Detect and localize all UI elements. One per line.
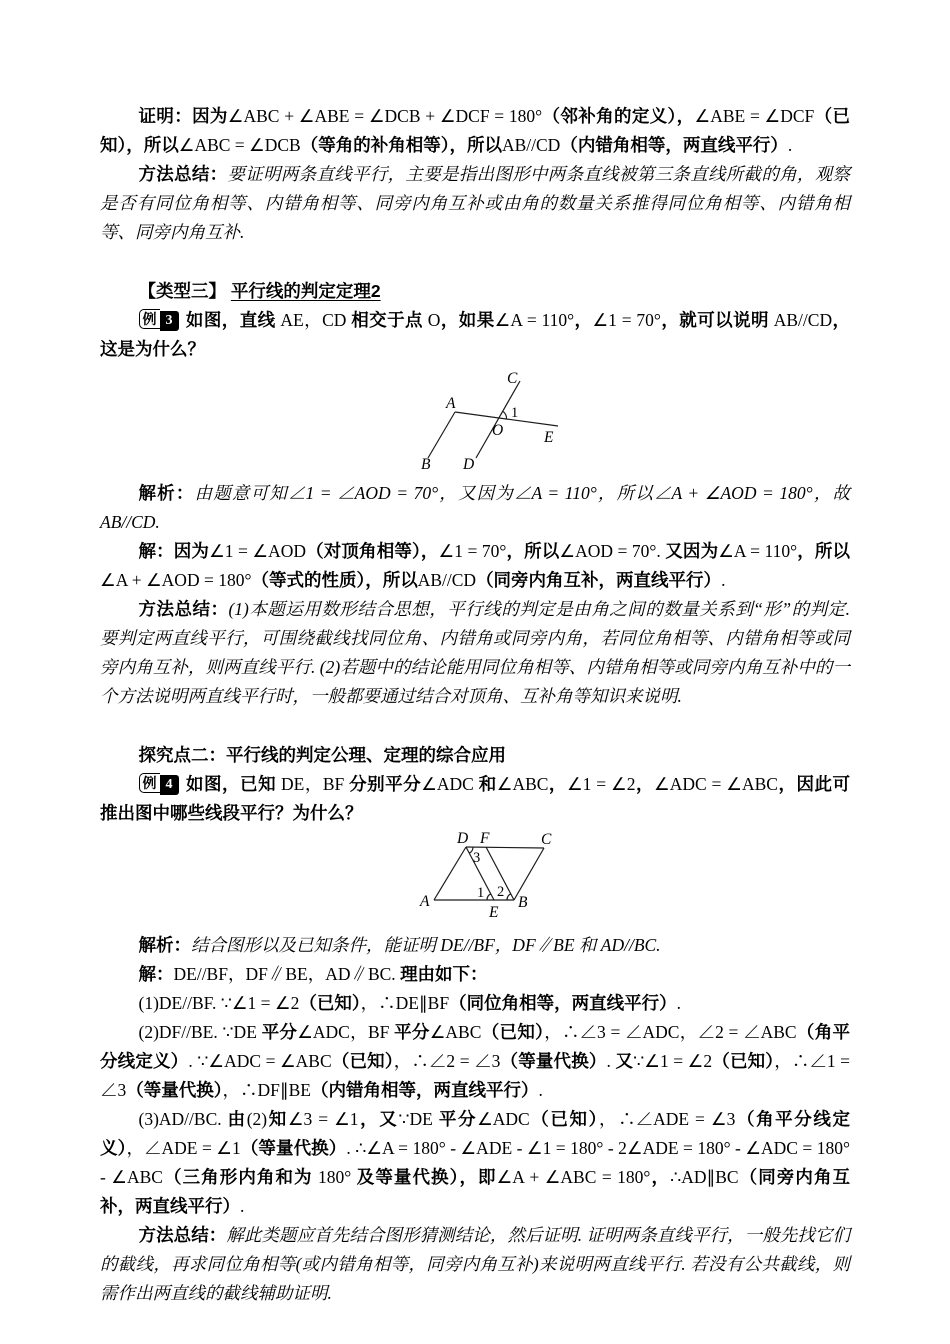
text-segment: ∠1 = ∠AOD — [209, 541, 306, 561]
text-segment: ∠ABC + ∠ABE = ∠DCB + ∠DCF = 180° — [227, 106, 543, 126]
angle-2-arc — [507, 894, 511, 900]
text-segment: （角平分线定义） — [100, 1109, 851, 1158]
text-segment: ， — [574, 310, 593, 330]
paragraph-solution-example-4-part2 — [100, 1018, 850, 1105]
text-segment: ∠A = 110° — [718, 541, 798, 561]
paragraph-example-4-statement — [100, 770, 850, 828]
segment-ad — [434, 847, 466, 900]
paragraph-solution-example-4-intro — [100, 960, 850, 989]
point-label-f: F — [480, 830, 490, 847]
text-segment: ∠1 = ∠2 — [566, 774, 636, 794]
text-segment: 及等量代换），即 — [356, 1167, 497, 1187]
text-segment: AE，CD — [275, 310, 352, 330]
text-segment: （等量代换） — [240, 1138, 347, 1158]
text-segment: ，又 — [358, 1109, 399, 1129]
text-segment: ∴AD∥BC — [670, 1167, 739, 1187]
paragraph-example-3-statement — [100, 306, 850, 364]
text-segment: ，∴∠2 = ∠3 — [393, 1051, 501, 1071]
point-label-b: B — [421, 456, 431, 473]
text-segment: 由题意可知∠1 = ∠AOD = 70°，又因为∠A = 110°，所以∠A + ∠AOD = 180°，故 AB//CD. — [100, 483, 851, 532]
figure-example-3 — [408, 368, 850, 475]
angle-label-2: 2 — [497, 884, 505, 900]
text-segment: （内错角相等，两直线平行） — [310, 1080, 539, 1100]
text-segment: （邻补角的定义）， — [542, 106, 695, 126]
text-segment: （对顶角相等）， — [306, 541, 439, 561]
angle-1-arc — [503, 411, 507, 419]
text-segment: ，所以 — [797, 541, 850, 561]
text-segment: 方法总结： — [138, 1225, 227, 1245]
text-segment: ，所以 — [506, 541, 560, 561]
text-segment: 3 — [160, 311, 179, 331]
point-label-e: E — [489, 904, 499, 921]
text-segment: 相交于点 — [351, 310, 423, 330]
text-segment: 平分 — [438, 1109, 478, 1129]
paragraph-method-summary-1 — [100, 160, 850, 247]
text-segment: 方法总结： — [138, 164, 228, 184]
point-label-a: A — [420, 893, 430, 910]
text-segment: 结合图形以及已知条件，能证明 DE//BF，DF∥BE 和 AD//BC. — [191, 935, 661, 955]
point-label-a: A — [446, 395, 456, 412]
text-segment: ， — [548, 774, 567, 794]
text-segment: 平分 — [394, 1022, 430, 1042]
text-segment: （已知） — [481, 1022, 545, 1042]
text-segment: ∵DE — [398, 1109, 439, 1129]
text-segment: 如图，直线 — [185, 310, 276, 330]
text-segment: 探究点二：平行线的判定公理、定理的综合应用 — [138, 745, 506, 765]
text-segment: ∠ADC，BF — [297, 1022, 395, 1042]
text-segment: 解析： — [138, 483, 195, 503]
text-segment: (2) — [246, 1109, 268, 1129]
text-segment: (3)AD//BC. — [138, 1109, 228, 1129]
text-segment: 解： — [138, 964, 174, 984]
geometry-diagram-lines-ae-cd — [408, 368, 578, 475]
text-segment: ∠1 = 70° — [592, 310, 661, 330]
point-label-b: B — [518, 894, 528, 911]
text-segment: ∠1 = 70° — [438, 541, 507, 561]
text-segment: 180° — [312, 1167, 357, 1187]
paragraph-solution-example-4-part1 — [100, 989, 850, 1018]
text-segment: ∠ADC — [477, 1109, 530, 1129]
text-segment: ，这是为什么？ — [100, 310, 851, 359]
text-segment: . — [606, 1051, 616, 1071]
point-label-d: D — [463, 456, 475, 473]
text-segment: 解此类题应首先结合图形猜测结论，然后证明. 证明两条直线平行，一般先找它们的截线，再求同位角相等(或内错角相等，同旁内角互补)来说明两直线平行. 若没有公共截线，则需作出两直线的截线辅助证明. — [100, 1225, 850, 1303]
text-segment: （同位角相等，两直线平行） — [449, 993, 677, 1013]
text-segment: 平行线的判定定理2 — [230, 281, 381, 301]
text-segment: （已知） — [712, 1051, 775, 1071]
text-segment: ， — [635, 774, 655, 794]
text-segment: ∠A + ∠AOD = 180° — [100, 570, 252, 590]
text-segment: ∠ABC — [496, 774, 549, 794]
text-segment: 平分 — [261, 1022, 298, 1042]
point-label-c: C — [507, 370, 518, 387]
text-segment: ，∴∠3 = ∠ADC，∠2 = ∠ABC — [544, 1022, 797, 1042]
text-segment: DE//BF，DF∥BE，AD∥BC. — [173, 964, 401, 984]
text-segment: ，∴∠1 = ∠3 — [100, 1051, 851, 1100]
text-segment: （等角的补角相等）， — [300, 135, 467, 155]
text-segment: ，∴∠ADE = ∠3 — [599, 1109, 736, 1129]
text-segment: O — [422, 310, 441, 330]
text-segment: 4 — [160, 775, 179, 795]
text-segment: ，∠ADE = ∠1 — [126, 1138, 241, 1158]
text-segment: (2)DF//BE. ∵DE — [138, 1022, 262, 1042]
paragraph-solution-example-3 — [100, 537, 850, 595]
text-segment: (1)本题运用数形结合思想，平行线的判定是由角之间的数量关系到“形”的判定. 要判定两直线平行，可围绕截线找同位角、内错角或同旁内角，若同位角相等、内错角相等或同旁内角互补，则两直线平行. (2)若题中的结论能用同位角相等、内错角相等或同旁内角互补中的一个方法说明两直线平行时，一般都要通过结合对顶角、互补角等知识来说明. — [100, 599, 850, 706]
text-segment: ∠ABC — [429, 1022, 482, 1042]
geometry-diagram-parallelogram — [416, 830, 576, 925]
text-segment: (1)DE//BF. ∵∠1 = ∠2 — [138, 993, 300, 1013]
text-segment: 要证明两条直线平行，主要是指出图形中两条直线被第三条直线所截的角，观察是否有同位角相等、内错角相等、同旁内角互补或由角的数量关系推得同位角相等、内错角相等、同旁内角互补. — [100, 164, 851, 242]
segment-bc — [514, 848, 544, 900]
text-segment: . — [240, 1196, 245, 1216]
text-segment: 由 — [227, 1109, 247, 1129]
text-segment: （等量代换） — [500, 1051, 607, 1071]
text-segment: ，∴DE∥BF — [360, 993, 450, 1013]
text-segment: 因为 — [173, 541, 210, 561]
figure-example-4 — [416, 830, 850, 925]
text-segment: ∠AOD = 70°. — [559, 541, 666, 561]
text-segment: ∠A + ∠ABC = 180° — [496, 1167, 651, 1187]
text-segment: 又 — [615, 1051, 634, 1071]
text-segment: ，∴DF∥BE — [222, 1080, 311, 1100]
text-segment: 例 — [139, 309, 160, 329]
text-segment: AB//CD — [417, 570, 477, 590]
text-segment: DE，BF — [276, 774, 350, 794]
angle-label-1: 1 — [511, 405, 519, 421]
text-segment: . — [676, 993, 681, 1013]
text-segment: （等量代换） — [126, 1080, 223, 1100]
text-segment: 方法总结： — [138, 599, 229, 619]
paragraph-method-summary-3 — [100, 1221, 850, 1308]
text-segment: AB//CD — [768, 310, 833, 330]
text-segment: . ∵∠ADC = ∠ABC — [188, 1051, 332, 1071]
angle-label-1: 1 — [477, 885, 485, 901]
text-segment: 分别平分 — [349, 774, 422, 794]
paragraph-solution-example-4-part3 — [100, 1105, 850, 1221]
point-label-d: D — [457, 830, 469, 847]
paragraph-proof-example-2 — [100, 102, 850, 160]
heading-explore-point-2 — [100, 741, 850, 770]
text-segment: 所以 — [143, 135, 179, 155]
text-segment: （三角形内角和为 — [162, 1167, 313, 1187]
point-label-c: C — [541, 831, 552, 848]
paragraph-method-summary-2 — [100, 595, 850, 711]
text-segment: 因为 — [192, 106, 228, 126]
text-segment: 知 — [267, 1109, 288, 1129]
text-segment: （同旁内角互补，两直线平行） — [476, 570, 722, 590]
paragraph-analysis-example-4 — [100, 931, 850, 960]
text-segment: . ∴∠A = 180° - ∠ADE - ∠1 = 180° - 2∠ADE = 180° - ∠ADC = 180° - ∠ABC — [100, 1138, 851, 1187]
text-segment: 又因为 — [665, 541, 719, 561]
text-segment: . — [787, 135, 793, 155]
text-segment: . — [721, 570, 726, 590]
text-segment: （同旁内角互补，两直线平行） — [100, 1167, 851, 1216]
text-segment: 证明： — [138, 106, 193, 126]
text-segment: 所以 — [466, 135, 502, 155]
text-segment: ， — [650, 1167, 671, 1187]
text-segment: AB//CD — [501, 135, 561, 155]
segment-dc — [466, 847, 544, 848]
text-segment: 例 — [139, 773, 160, 793]
text-segment: （等式的性质），所以 — [251, 570, 418, 590]
angle-label-3: 3 — [473, 850, 481, 866]
text-segment: 【类型三】 — [138, 281, 231, 301]
text-segment: ∠ABE = ∠DCF — [694, 106, 815, 126]
text-segment: ∵∠1 = ∠2 — [633, 1051, 713, 1071]
text-segment: 如图，已知 — [185, 774, 277, 794]
text-segment: （角平分线定义） — [100, 1022, 851, 1071]
text-segment: ∠ABC = ∠DCB — [178, 135, 301, 155]
text-segment: （已知） — [299, 993, 361, 1013]
text-segment: ∠A = 110° — [494, 310, 575, 330]
text-segment: ∠3 = ∠1 — [287, 1109, 359, 1129]
text-segment: （已知）， — [100, 106, 850, 155]
point-label-o: O — [492, 422, 504, 439]
text-segment: （已知） — [331, 1051, 394, 1071]
text-segment: ∠ADC — [421, 774, 479, 794]
text-segment: ，如果 — [440, 310, 495, 330]
segment-ab — [428, 412, 455, 458]
text-segment: 和 — [478, 774, 497, 794]
text-segment: . — [538, 1080, 543, 1100]
point-label-e: E — [544, 429, 554, 446]
text-segment: ∠ADC = ∠ABC — [654, 774, 778, 794]
heading-type-3 — [100, 277, 850, 306]
angle-1-arc — [487, 894, 491, 900]
text-segment: 理由如下： — [400, 964, 488, 984]
text-segment: （已知） — [529, 1109, 599, 1129]
text-segment: ，因此可推出图中哪些线段平行？为什么？ — [100, 774, 851, 823]
text-segment: （内错角相等，两直线平行） — [560, 135, 788, 155]
paragraph-analysis-example-3 — [100, 479, 850, 537]
text-segment: ，就可以说明 — [660, 310, 769, 330]
text-segment: 解析： — [138, 935, 191, 955]
text-segment: 解： — [138, 541, 174, 561]
